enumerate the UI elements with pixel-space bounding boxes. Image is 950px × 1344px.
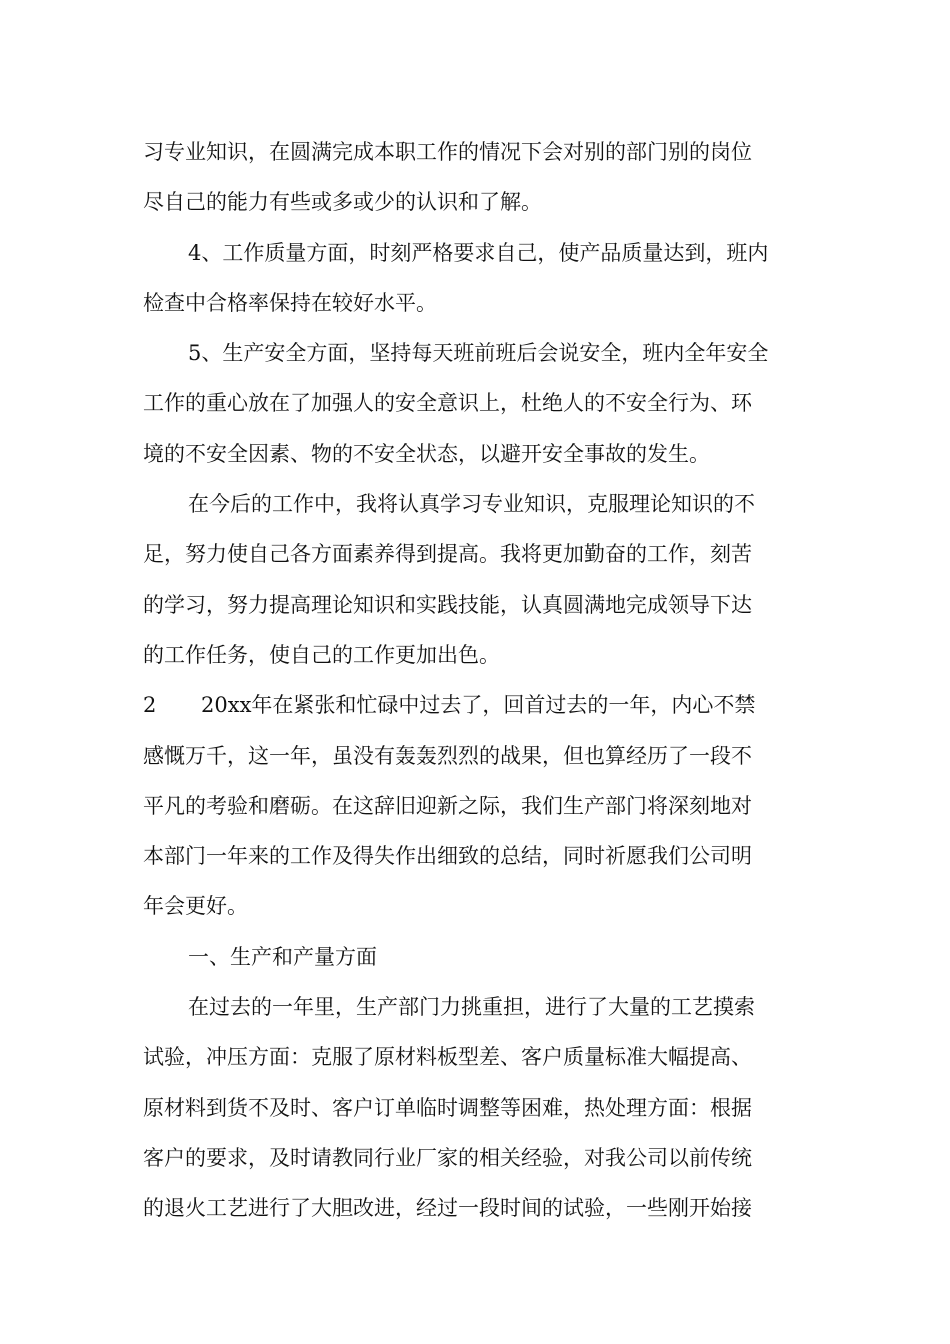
- text-line: 习专业知识，在圆满完成本职工作的情况下会对别的部门别的岗位: [143, 140, 752, 164]
- text-line: 在今后的工作中，我将认真学习专业知识，克服理论知识的不: [188, 492, 755, 517]
- text-line: 境的不安全因素、物的不安全状态，以避开安全事故的发生。: [143, 441, 710, 466]
- text-line: 试验，冲压方面：克服了原材料板型差、客户质量标准大幅提高、: [143, 1045, 752, 1070]
- text-line: 年会更好。: [143, 894, 248, 919]
- text-line: 检查中合格率保持在较好水平。: [143, 290, 437, 315]
- text-line: 感慨万千，这一年，虽没有轰轰烈烈的战果，但也算经历了一段不: [143, 743, 752, 768]
- text-line: 的工作任务，使自己的工作更加出色。: [143, 642, 500, 667]
- text-line: 平凡的考验和磨砺。在这辞旧迎新之际，我们生产部门将深刻地对: [143, 793, 752, 818]
- text-line: 本部门一年来的工作及得失作出细致的总结，同时祈愿我们公司明: [143, 844, 752, 869]
- document-body: [143, 127, 807, 1234]
- text-line: 的退火工艺进行了大胆改进，经过一段时间的试验，一些刚开始接: [143, 1196, 752, 1221]
- text-line: 原材料到货不及时、客户订单临时调整等困难，热处理方面：根据: [143, 1095, 752, 1120]
- section-number: 2: [143, 693, 157, 718]
- text-line: 5、生产安全方面，坚持每天班前班后会说安全，班内全年安全: [188, 341, 769, 366]
- text-line: 工作的重心放在了加强人的安全意识上，杜绝人的不安全行为、环: [143, 391, 752, 416]
- text-line: 足，努力使自己各方面素养得到提高。我将更加勤奋的工作，刻苦: [143, 542, 752, 567]
- text-line: 在过去的一年里，生产部门力挑重担，进行了大量的工艺摸索: [188, 995, 755, 1020]
- text-line: 的学习，努力提高理论知识和实践技能，认真圆满地完成领导下达: [143, 592, 752, 617]
- text-line: 4、工作质量方面，时刻严格要求自己，使产品质量达到，班内: [188, 240, 769, 265]
- text-line: 20xx年在紧张和忙碌中过去了，回首过去的一年，内心不禁: [201, 693, 756, 718]
- text-line: 客户的要求，及时请教同行业厂家的相关经验，对我公司以前传统: [143, 1145, 752, 1170]
- section-heading: 一、生产和产量方面: [188, 944, 377, 969]
- text-line: 尽自己的能力有些或多或少的认识和了解。: [143, 190, 542, 215]
- section-start-line: [143, 680, 807, 730]
